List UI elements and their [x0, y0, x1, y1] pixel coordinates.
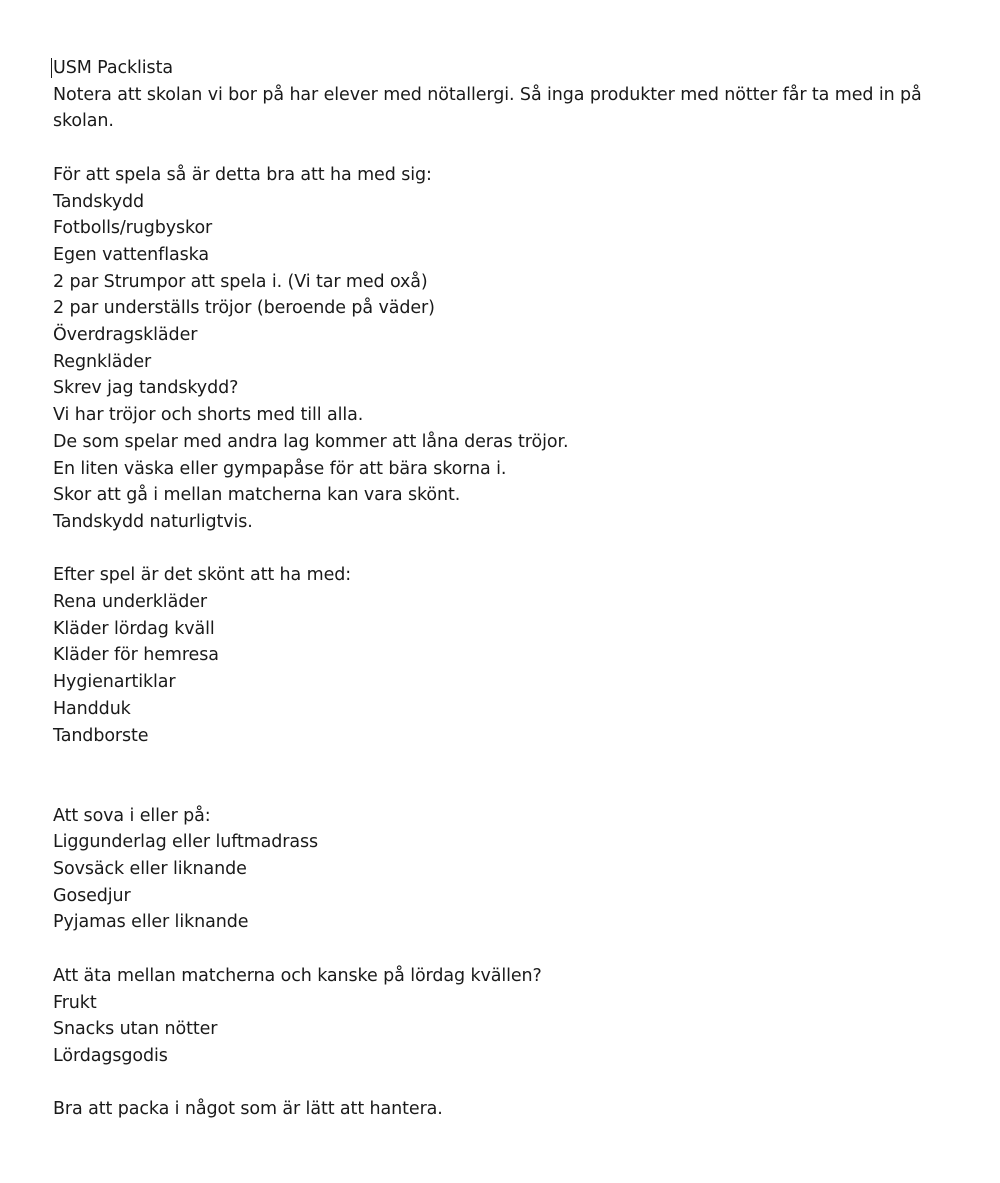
- list-item: Lördagsgodis: [53, 1045, 168, 1066]
- list-item: Överdragskläder: [53, 325, 198, 346]
- blank-line: [53, 776, 973, 803]
- list-item: Liggunderlag eller luftmadrass: [53, 832, 319, 853]
- list-item: 2 par underställs tröjor (beroende på väder): [53, 298, 435, 319]
- list-item: Vi har tröjor och shorts med till alla.: [53, 405, 364, 426]
- list-item: Fotbolls/rugbyskor: [53, 218, 213, 239]
- list-item: Egen vattenflaska: [53, 244, 209, 265]
- list-item: Snacks utan nötter: [53, 1019, 218, 1040]
- list-item: En liten väska eller gympapåse för att bära skorna i.: [53, 458, 507, 479]
- list-item: Kläder för hemresa: [53, 645, 219, 666]
- list-item: Frukt: [53, 992, 97, 1013]
- list-item: Tandskydd naturligtvis.: [53, 511, 253, 532]
- section-heading-eat: Att äta mellan matcherna och kanske på lördag kvällen?: [53, 965, 542, 986]
- closing-note: Bra att packa i något som är lätt att hantera.: [53, 1099, 443, 1120]
- list-item: Skrev jag tandskydd?: [53, 378, 239, 399]
- list-item: Rena underkläder: [53, 592, 207, 613]
- allergy-note: Notera att skolan vi bor på har elever med nötallergi. Så inga produkter med nötter får ta med in på skolan.: [53, 84, 922, 132]
- text-cursor: [51, 58, 52, 78]
- document-title: USM Packlista: [53, 58, 173, 78]
- blank-line: [53, 936, 973, 963]
- list-item: Kläder lördag kväll: [53, 618, 215, 639]
- blank-line: [53, 536, 973, 563]
- section-heading-play: För att spela så är detta bra att ha med sig:: [53, 164, 432, 185]
- list-item: Tandborste: [53, 725, 149, 746]
- list-item: Sovsäck eller liknande: [53, 859, 247, 880]
- blank-line: [53, 135, 973, 162]
- list-item: Gosedjur: [53, 885, 131, 906]
- list-item: De som spelar med andra lag kommer att låna deras tröjor.: [53, 431, 569, 452]
- section-heading-after: Efter spel är det skönt att ha med:: [53, 565, 352, 586]
- list-item: Hygienartiklar: [53, 672, 176, 693]
- blank-line: [53, 1070, 973, 1097]
- document-body[interactable]: [53, 55, 973, 1123]
- list-item: 2 par Strumpor att spela i. (Vi tar med oxå): [53, 271, 428, 292]
- list-item: Skor att gå i mellan matcherna kan vara skönt.: [53, 485, 461, 506]
- list-item: Handduk: [53, 698, 131, 719]
- list-item: Tandskydd: [53, 191, 145, 212]
- section-heading-sleep: Att sova i eller på:: [53, 805, 211, 826]
- blank-line: [53, 749, 973, 776]
- list-item: Regnkläder: [53, 351, 152, 372]
- list-item: Pyjamas eller liknande: [53, 912, 249, 933]
